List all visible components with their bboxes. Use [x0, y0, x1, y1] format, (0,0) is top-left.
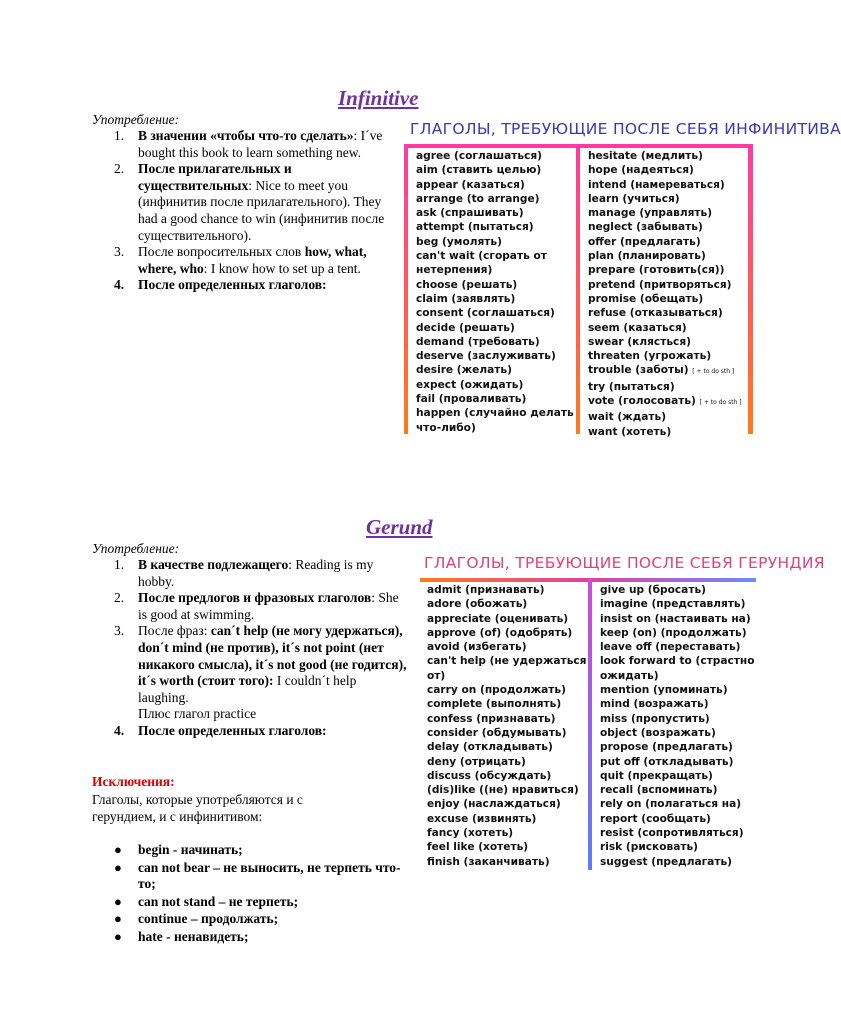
verb-item: vote (голосовать) [ + to do sth ] [588, 395, 742, 408]
verb-item: consider (обдумывать) [427, 726, 567, 739]
verb-item: enjoy (наслаждаться) [427, 798, 561, 811]
infinitive-verbs-card [404, 116, 841, 438]
verb-item: put off (откладывать) [600, 755, 734, 768]
verb-item: quit (прекращать) [600, 769, 713, 782]
verb-item: carry on (продолжать) [427, 684, 566, 697]
verb-item: try (пытаться) [588, 380, 675, 393]
verb-item: feel like (хотеть) [427, 841, 529, 854]
verb-item: promise (обещать) [588, 292, 704, 305]
verb-item: deny (отрицать) [427, 755, 526, 768]
verb-item: beg (умолять) [416, 235, 502, 248]
bullet-icon: ● [114, 911, 122, 927]
verb-item: plan (планировать) [588, 250, 706, 263]
verb-item: keep (on) (продолжать) [600, 626, 747, 639]
verb-item: refuse (отказываться) [588, 307, 723, 320]
verb-item: consent (соглашаться) [416, 307, 555, 320]
verb-item: recall (вспоминать) [600, 784, 718, 797]
verb-item: fail (проваливать) [416, 393, 527, 406]
exceptions-list [92, 842, 412, 947]
verb-item: expect (ожидать) [416, 378, 524, 391]
usage-note: [ + to do sth ] [699, 399, 742, 407]
usage-note: [ + to do sth ] [692, 368, 735, 376]
verb-item: agree (соглашаться) [416, 150, 543, 162]
verb-list-left [427, 583, 586, 869]
card-title: ГЛАГОЛЫ, ТРЕБУЮЩИЕ ПОСЛЕ СЕБЯ ГЕРУНДИЯ [424, 554, 825, 572]
verb-item: report (сообщать) [600, 812, 711, 825]
verb-item: suggest (предлагать) [600, 855, 733, 868]
verb-item: от) [427, 669, 446, 682]
exceptions-title: Исключения: [92, 774, 175, 789]
verb-item: ожидать) [600, 669, 659, 682]
verb-item: discuss (обсуждать) [427, 769, 552, 782]
verb-item: can't wait (сгорать от [416, 250, 547, 263]
gerund-title: Gerund [366, 515, 433, 539]
verb-item: risk (рисковать) [600, 841, 699, 854]
bullet-icon: ● [114, 842, 122, 857]
verb-item: can't help (не удержаться [427, 655, 587, 668]
verb-item: fancy (хотеть) [427, 827, 514, 840]
verb-item: object (возражать) [600, 726, 716, 739]
verb-item: trouble (заботы) [ + to do sth ] [588, 364, 735, 377]
verb-item: threaten (угрожать) [588, 350, 712, 363]
bullet-icon: ● [114, 893, 122, 909]
list-item: 3. После фраз: can´t help (не могу удержаться), don´t mind (не против), it´s not point (нет никакого смысла), it´s not good (не годится), it´s worth (стоит того): I couldn´t help laughing. Плюс глагол practice [114, 623, 407, 722]
verb-item: adore (обожать) [427, 598, 528, 611]
verb-item: excuse (извинять) [427, 812, 537, 825]
list-item: ● hate - ненавидеть; [114, 928, 249, 944]
verb-list-right [588, 149, 742, 439]
infinitive-title: Infinitive [338, 86, 419, 110]
verb-item: demand (требовать) [416, 335, 540, 348]
verb-item: offer (предлагать) [588, 235, 701, 248]
verb-item: mind (возражать) [600, 698, 709, 711]
verb-item: confess (признавать) [427, 712, 556, 725]
verb-item: ask (спрашивать) [416, 207, 524, 220]
verb-item: appreciate (оценивать) [427, 612, 569, 625]
verb-item: что-либо) [416, 421, 476, 434]
verb-item: decide (решать) [416, 321, 515, 334]
verb-item: swear (клясться) [588, 335, 691, 348]
verb-item: avoid (избегать) [427, 641, 527, 654]
card-left-border [404, 144, 408, 434]
infinitive-usage-label: Употребление: [92, 112, 180, 127]
list-item: 3. После вопросительных слов how, what, where, who: I know how to set up a tent. [114, 244, 367, 276]
list-item: ● continue – продолжать; [114, 911, 279, 927]
bullet-icon: ● [114, 859, 122, 875]
bullet-icon: ● [114, 928, 122, 944]
verb-item: finish (заканчивать) [427, 855, 550, 868]
list-item: 4. После определенных глаголов: [114, 277, 327, 293]
verb-item: seem (казаться) [588, 321, 687, 334]
list-item: ● can not bear – не выносить, не терпеть что-то; [114, 859, 401, 892]
verb-item: manage (управлять) [588, 207, 713, 220]
list-item: ● begin - начинать; [114, 842, 243, 857]
verb-item: leave off (переставать) [600, 641, 741, 654]
card-middle-border [588, 578, 592, 870]
verb-item: resist (сопротивляться) [600, 827, 744, 840]
verb-item: hesitate (медлить) [588, 150, 703, 162]
verb-item: admit (признавать) [427, 584, 545, 596]
verb-item: delay (откладывать) [427, 741, 553, 754]
verb-item: intend (намереваться) [588, 178, 725, 191]
card-middle-border [576, 144, 580, 434]
verb-item: mention (упоминать) [600, 684, 728, 697]
verb-item: complete (выполнять) [427, 698, 562, 711]
list-item: ● can not stand – не терпеть; [114, 893, 299, 909]
verb-item: нетерпения) [416, 264, 493, 277]
verb-item: deserve (заслуживать) [416, 350, 556, 363]
verb-item: insist on (настаивать на) [600, 612, 751, 625]
verb-item: choose (решать) [416, 278, 518, 291]
verb-item: wait (ждать) [588, 411, 667, 424]
verb-item: claim (заявлять) [416, 292, 516, 305]
exceptions-intro: Глаголы, которые употребляются и с герундием, и с инфинитивом: [92, 792, 303, 824]
verb-list-left [416, 149, 574, 435]
verb-item: desire (желать) [416, 364, 512, 377]
verb-item: imagine (представлять) [600, 598, 746, 611]
card-right-border [748, 144, 753, 434]
list-item: 4. После определенных глаголов: [114, 722, 327, 738]
verb-item: prepare (готовить(ся)) [588, 264, 725, 277]
gerund-usage-list [92, 557, 410, 740]
list-item: 2. После прилагательных и существительных: Nice to meet you (инфинитив после прилагательного). They had a good chance to win (инфинитив после существительного). [114, 161, 385, 243]
verb-item: hope (надеяться) [588, 164, 694, 177]
verb-item: want (хотеть) [588, 425, 672, 438]
list-item: 1. В значении «чтобы что-то сделать»: I´ve bought this book to learn something new. [114, 128, 383, 160]
verb-item: neglect (забывать) [588, 221, 703, 234]
verb-list-right [600, 583, 755, 869]
verb-item: miss (пропустить) [600, 712, 710, 725]
verb-item: happen (случайно делать [416, 407, 574, 420]
verb-item: appear (казаться) [416, 178, 525, 191]
gerund-usage-label: Употребление: [92, 541, 180, 556]
verb-item: give up (бросать) [600, 584, 707, 596]
gerund-verbs-card [420, 550, 825, 872]
verb-item: (dis)like ((не) нравиться) [427, 784, 579, 797]
infinitive-usage-list [92, 128, 402, 294]
verb-item: look forward to (страстно [600, 655, 755, 668]
verb-item: aim (ставить целью) [416, 164, 542, 177]
verb-item: pretend (притворяться) [588, 278, 732, 291]
verb-item: propose (предлагать) [600, 741, 733, 754]
verb-item: arrange (to arrange) [416, 192, 540, 205]
list-item: 1. В качестве подлежащего: Reading is my hobby. [114, 557, 374, 589]
card-title: ГЛАГОЛЫ, ТРЕБУЮЩИЕ ПОСЛЕ СЕБЯ ИНФИНИТИВА [410, 120, 841, 138]
verb-item: attempt (пытаться) [416, 221, 534, 234]
verb-item: learn (учиться) [588, 192, 680, 205]
verb-item: approve (of) (одобрять) [427, 626, 573, 639]
list-item: 2. После предлогов и фразовых глаголов: She is good at swimming. [114, 590, 399, 622]
verb-item: rely on (полагаться на) [600, 798, 742, 811]
